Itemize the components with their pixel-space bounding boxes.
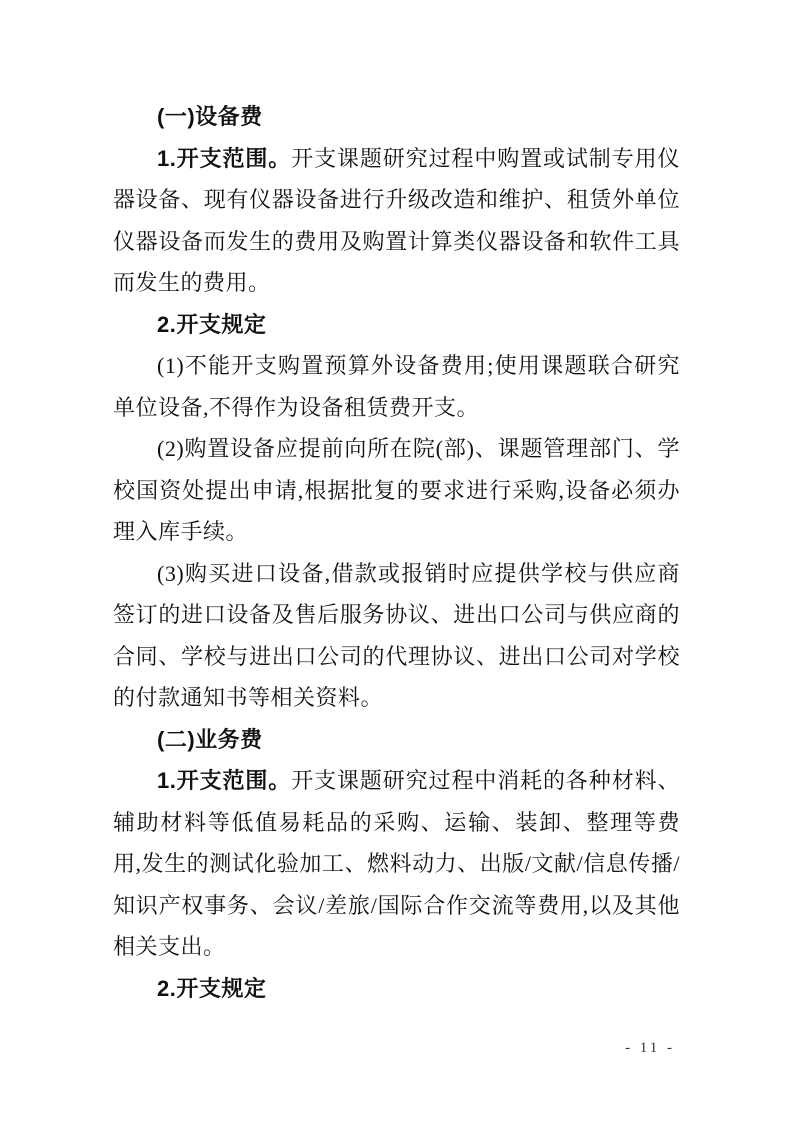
- heading-business-fee: [113, 719, 680, 761]
- heading-equipment-fee-label: (一)设备费: [157, 104, 263, 129]
- para-business-scope-lead: 1.开支范围。: [157, 768, 292, 793]
- heading-business-rules: [113, 968, 680, 1010]
- para-equipment-rule-3-text: (3)购买进口设备,借款或报销时应提供学校与供应商签订的进口设备及售后服务协议、进出口公司与供应商的合同、学校与进出口公司的代理协议、进出口公司对学校的付款通知书等相关资料。: [113, 560, 680, 710]
- para-equipment-rule-1-text: (1)不能开支购置预算外设备费用;使用课题联合研究单位设备,不得作为设备租赁费开支。: [113, 353, 680, 420]
- page-number: - 11 -: [625, 1040, 675, 1056]
- para-business-scope-text: 开支课题研究过程中消耗的各种材料、辅助材料等低值易耗品的采购、运输、装卸、整理等费用,发生的测试化验加工、燃料动力、出版/文献/信息传播/知识产权事务、会议/差旅/国际合作交流等费用,以及其他相关支出。: [113, 768, 680, 959]
- heading-equipment-rules-label: 2.开支规定: [157, 311, 267, 337]
- para-equipment-scope: [113, 138, 680, 304]
- para-business-scope: [113, 760, 680, 968]
- para-equipment-scope-lead: 1.开支范围。: [157, 145, 292, 171]
- para-equipment-rule-1: [113, 345, 680, 428]
- document-body: [113, 96, 680, 1009]
- para-equipment-rule-2-text: (2)购置设备应提前向所在院(部)、课题管理部门、学校国资处提出申请,根据批复的要求进行采购,设备必须办理入库手续。: [113, 436, 680, 544]
- heading-equipment-fee: [113, 96, 680, 138]
- para-equipment-rule-2: [113, 428, 680, 553]
- heading-business-rules-label: 2.开支规定: [157, 975, 267, 1001]
- para-equipment-scope-text: 开支课题研究过程中购置或试制专用仪器设备、现有仪器设备进行升级改造和维护、租赁外单位仪器设备而发生的费用及购置计算类仪器设备和软件工具而发生的费用。: [113, 145, 680, 295]
- heading-equipment-rules: [113, 304, 680, 346]
- para-equipment-rule-3: [113, 553, 680, 719]
- heading-business-fee-label: (二)业务费: [157, 726, 263, 752]
